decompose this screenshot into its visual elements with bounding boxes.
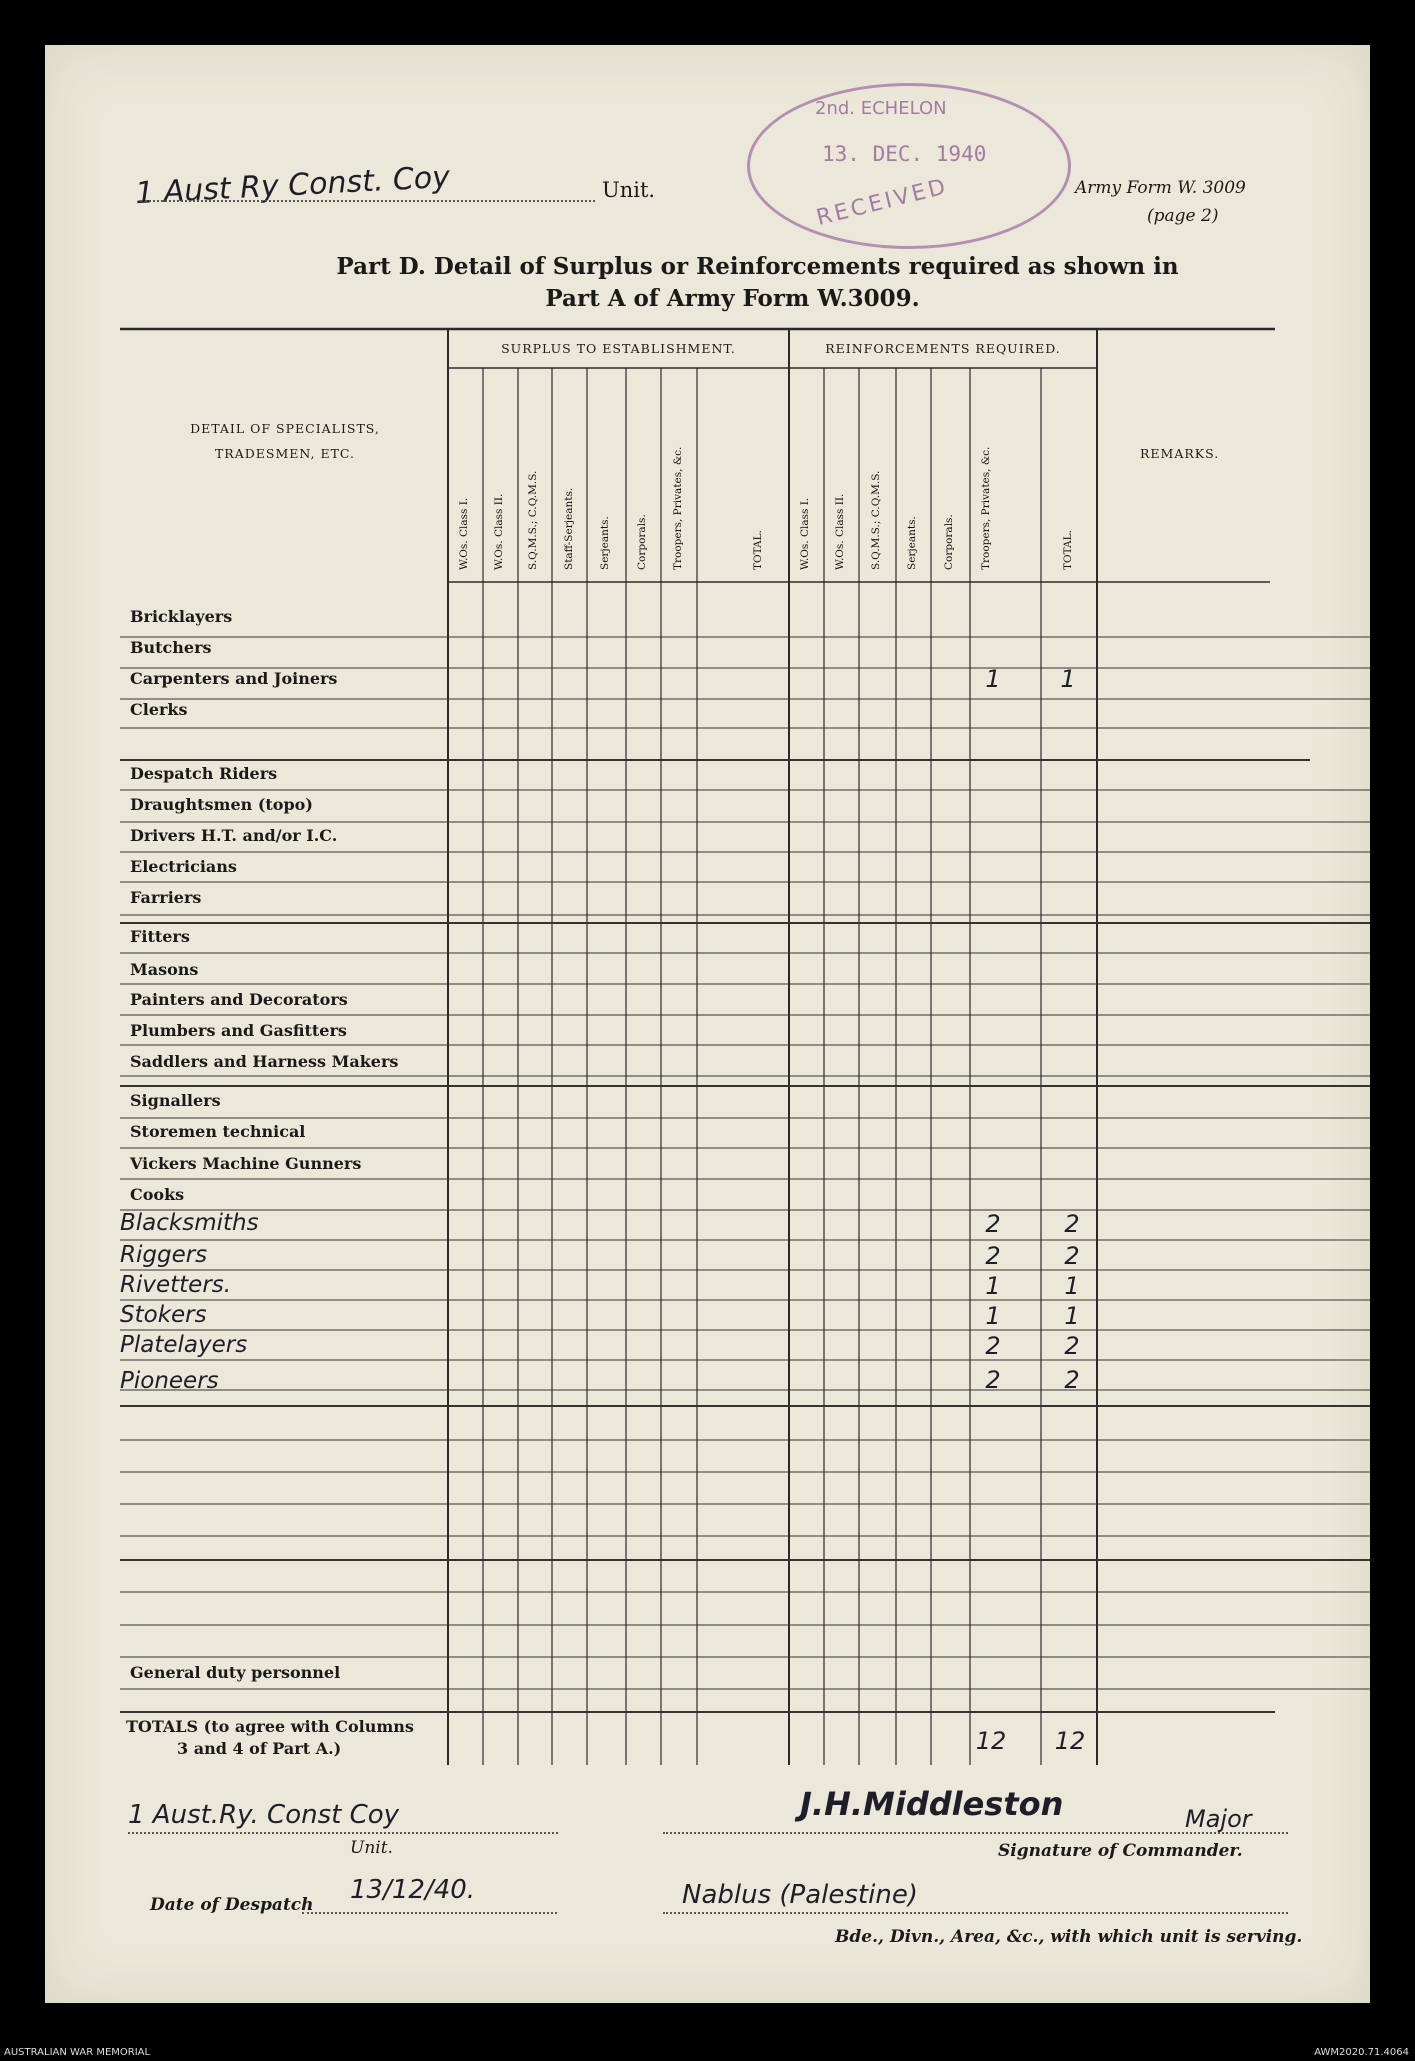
surplus-col-sjt: Serjeants. (599, 516, 611, 570)
general-duty-label: General duty personnel (130, 1663, 341, 1682)
reinf-col-pte: Troopers, Privates, &c. (980, 446, 992, 570)
row-label: Clerks (130, 700, 188, 719)
totals-total-value: 12 (1054, 1727, 1086, 1755)
surplus-col-wo2: W.Os. Class II. (493, 493, 505, 570)
total-value: 1 (1064, 1272, 1080, 1300)
privates-value: 1 (985, 1272, 1001, 1300)
form-title-line2: Part A of Army Form W.3009. (545, 285, 920, 312)
totals-privates-value: 12 (975, 1727, 1007, 1755)
location-label: Bde., Divn., Area, &c., with which unit is serving. (835, 1927, 1303, 1947)
handwritten-row-label: Pioneers (120, 1368, 219, 1394)
row-label: Plumbers and Gasfitters (130, 1021, 347, 1040)
row-label: Carpenters and Joiners (130, 669, 338, 688)
form-id: Army Form W. 3009 (1075, 178, 1246, 198)
row-label: Butchers (130, 638, 212, 657)
unit-label: Unit. (602, 178, 656, 202)
handwritten-row-label: Stokers (120, 1302, 207, 1328)
handwritten-row-label: Blacksmiths (120, 1210, 259, 1236)
row-label: Cooks (130, 1185, 185, 1204)
footer-unit-line (128, 1832, 558, 1834)
row-label: Farriers (130, 888, 202, 907)
row-label: Saddlers and Harness Makers (130, 1052, 399, 1071)
despatch-date: 13/12/40. (350, 1875, 476, 1905)
totals-label-2: 3 and 4 of Part A.) (177, 1739, 342, 1758)
privates-value: 2 (985, 1366, 1001, 1394)
row-label: Electricians (130, 857, 237, 876)
reinforcements-group-header: REINFORCEMENTS REQUIRED. (825, 341, 1061, 356)
privates-value: 2 (985, 1242, 1001, 1270)
row-label: Masons (130, 960, 199, 979)
signature-label: Signature of Commander. (998, 1841, 1243, 1861)
surplus-group-header: SURPLUS TO ESTABLISHMENT. (501, 341, 736, 356)
stamp-date: 13. DEC. 1940 (822, 142, 987, 166)
handwritten-row-label: Rivetters. (120, 1272, 232, 1298)
form-page: (page 2) (1147, 206, 1219, 226)
location-value: Nablus (Palestine) (682, 1880, 918, 1910)
surplus-col-pte: Troopers, Privates, &c. (672, 446, 684, 570)
reinf-col-total: TOTAL. (1062, 530, 1074, 570)
row-label: Drivers H.T. and/or I.C. (130, 826, 338, 845)
stamp-echelon: 2nd. ECHELON (815, 98, 947, 119)
carpenters-total-value: 1 (1060, 665, 1076, 693)
handwritten-row-label: Riggers (120, 1242, 208, 1268)
row-label: Vickers Machine Gunners (130, 1154, 362, 1173)
commander-rank: Major (1185, 1805, 1252, 1833)
surplus-col-sqms: S.Q.M.S.; C.Q.M.S. (527, 470, 539, 570)
reinf-col-wo1: W.Os. Class I. (799, 497, 811, 570)
archive-credit-left: AUSTRALIAN WAR MEMORIAL (4, 2047, 151, 2058)
footer-unit-label: Unit. (350, 1838, 393, 1858)
total-value: 1 (1064, 1302, 1080, 1330)
surplus-col-wo1: W.Os. Class I. (458, 497, 470, 570)
footer-unit-value: 1 Aust.Ry. Const Coy (128, 1800, 400, 1830)
row-label: Draughtsmen (topo) (130, 795, 313, 814)
row-label: Storemen technical (130, 1122, 306, 1141)
surplus-col-cpl: Corporals. (636, 514, 648, 570)
surplus-col-staff-sjt: Staff-Serjeants. (563, 487, 575, 570)
row-label: Fitters (130, 927, 190, 946)
remarks-header: REMARKS. (1140, 446, 1220, 461)
reinf-col-sqms: S.Q.M.S.; C.Q.M.S. (870, 470, 882, 570)
carpenters-privates-value: 1 (985, 665, 1001, 693)
archive-credit-bar (0, 2046, 1415, 2061)
total-value: 2 (1064, 1242, 1080, 1270)
privates-value: 1 (985, 1302, 1001, 1330)
total-value: 2 (1064, 1332, 1080, 1360)
detail-column-header-2: TRADESMEN, ETC. (214, 446, 356, 461)
despatch-line (302, 1912, 557, 1914)
privates-value: 2 (985, 1210, 1001, 1238)
reinf-col-sjt: Serjeants. (906, 516, 918, 570)
archive-credit-right: AWM2020.71.4064 (1314, 2047, 1409, 2058)
unit-handwritten: 1 Aust Ry Const. Coy (134, 159, 451, 212)
surplus-col-total: TOTAL. (752, 530, 764, 570)
reinf-col-cpl: Corporals. (943, 514, 955, 570)
privates-value: 2 (985, 1332, 1001, 1360)
signature-line (663, 1832, 1288, 1834)
despatch-label: Date of Despatch (150, 1895, 314, 1915)
stamp-received: RECEIVED (813, 174, 951, 231)
row-label: Signallers (130, 1091, 221, 1110)
row-label: Bricklayers (130, 607, 233, 626)
commander-signature: J.H.Middleston (800, 1785, 1064, 1823)
reinf-col-wo2: W.Os. Class II. (834, 493, 846, 570)
total-value: 2 (1064, 1210, 1080, 1238)
handwritten-row-label: Platelayers (120, 1332, 248, 1358)
location-line (663, 1912, 1288, 1914)
total-value: 2 (1064, 1366, 1080, 1394)
totals-label-1: TOTALS (to agree with Columns (126, 1717, 414, 1736)
detail-column-header-1: DETAIL OF SPECIALISTS, (190, 421, 380, 436)
row-label: Painters and Decorators (130, 990, 348, 1009)
form-title-line1: Part D. Detail of Surplus or Reinforcements required as shown in (336, 253, 1179, 280)
row-label: Despatch Riders (130, 764, 278, 783)
